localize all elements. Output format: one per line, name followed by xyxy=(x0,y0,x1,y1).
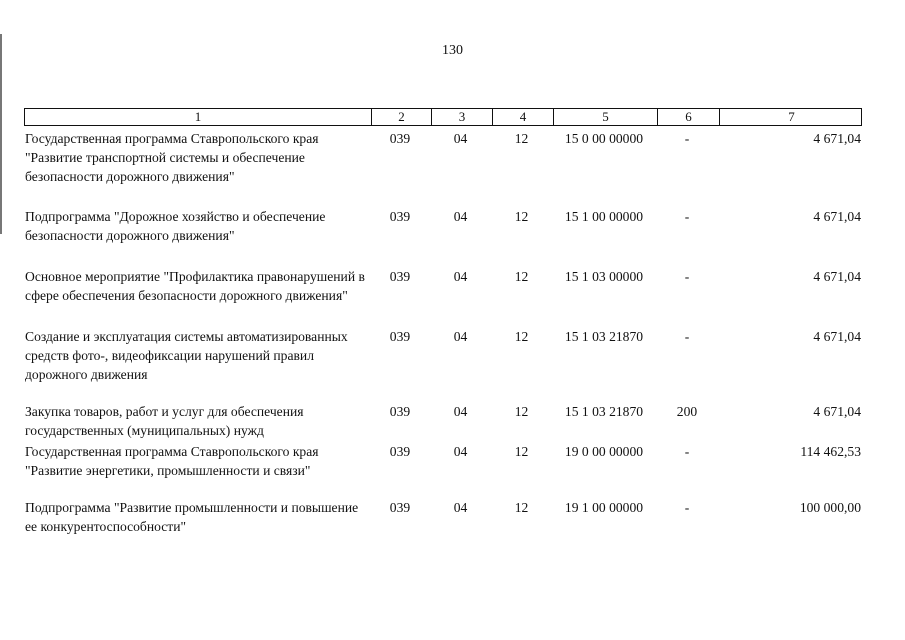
row-col-6: - xyxy=(684,329,690,344)
row-col-6: - xyxy=(684,444,690,459)
row-name: Основное мероприятие "Профилактика правонарушений в сфере обеспечения безопасности дорожного движения" xyxy=(25,269,365,303)
row-col-3: 04 xyxy=(453,329,468,344)
row-col-7: 4 671,04 xyxy=(813,269,861,284)
row-col-4: 12 xyxy=(514,444,529,459)
row-col-5: 15 1 00 00000 xyxy=(564,209,644,224)
table-row xyxy=(24,267,862,305)
row-col-5: 15 1 03 00000 xyxy=(564,269,644,284)
table-row xyxy=(24,402,862,440)
row-col-4: 12 xyxy=(514,329,529,344)
row-col-2: 039 xyxy=(389,404,411,419)
row-col-5: 15 1 03 21870 xyxy=(564,404,644,419)
row-col-3: 04 xyxy=(453,209,468,224)
table-row xyxy=(24,442,862,480)
row-col-3: 04 xyxy=(453,500,468,515)
row-col-2: 039 xyxy=(389,329,411,344)
row-col-5: 19 0 00 00000 xyxy=(564,444,644,459)
row-col-7: 4 671,04 xyxy=(813,404,861,419)
header-col-7: 7 xyxy=(719,109,863,125)
row-col-2: 039 xyxy=(389,444,411,459)
header-col-6: 6 xyxy=(657,109,719,125)
row-col-5: 15 1 03 21870 xyxy=(564,329,644,344)
row-name: Подпрограмма "Развитие промышленности и повышение ее конкурентоспособности" xyxy=(25,500,359,534)
row-col-6: - xyxy=(684,131,690,146)
row-col-6: - xyxy=(684,500,690,515)
row-col-2: 039 xyxy=(389,500,411,515)
header-col-4: 4 xyxy=(492,109,553,125)
row-col-3: 04 xyxy=(453,269,468,284)
row-col-6: - xyxy=(684,209,690,224)
row-col-4: 12 xyxy=(514,269,529,284)
scan-margin-line xyxy=(0,34,2,234)
budget-table xyxy=(24,108,862,534)
row-col-2: 039 xyxy=(389,209,411,224)
table-row xyxy=(24,498,862,536)
row-col-7: 100 000,00 xyxy=(799,500,861,515)
row-col-6: - xyxy=(684,269,690,284)
row-col-3: 04 xyxy=(453,444,468,459)
row-name: Создание и эксплуатация системы автоматизированных средств фото-, видеофиксации нарушений правил дорожного движения xyxy=(25,329,348,382)
row-col-5: 19 1 00 00000 xyxy=(564,500,644,515)
row-col-2: 039 xyxy=(389,269,411,284)
row-col-7: 114 462,53 xyxy=(800,444,861,459)
row-col-7: 4 671,04 xyxy=(813,209,861,224)
row-col-6: 200 xyxy=(676,404,698,419)
row-col-4: 12 xyxy=(514,131,529,146)
row-col-5: 15 0 00 00000 xyxy=(564,131,644,146)
header-col-2: 2 xyxy=(371,109,431,125)
row-col-7: 4 671,04 xyxy=(813,329,861,344)
table-row xyxy=(24,129,862,186)
row-col-4: 12 xyxy=(514,209,529,224)
row-name: Закупка товаров, работ и услуг для обеспечения государственных (муниципальных) нужд xyxy=(25,404,304,438)
row-col-4: 12 xyxy=(514,500,529,515)
row-name: Государственная программа Ставропольского края "Развитие транспортной системы и обеспечение безопасности дорожного движения" xyxy=(25,131,319,184)
row-col-2: 039 xyxy=(389,131,411,146)
row-col-3: 04 xyxy=(453,131,468,146)
table-header-row xyxy=(24,108,862,126)
row-col-7: 4 671,04 xyxy=(813,131,861,146)
table-row xyxy=(24,327,862,384)
row-name: Государственная программа Ставропольского края "Развитие энергетики, промышленности и связи" xyxy=(25,444,319,478)
row-col-4: 12 xyxy=(514,404,529,419)
header-col-1: 1 xyxy=(194,109,202,124)
page-number: 130 xyxy=(442,43,463,58)
header-col-5: 5 xyxy=(553,109,657,125)
row-col-3: 04 xyxy=(453,404,468,419)
row-name: Подпрограмма "Дорожное хозяйство и обеспечение безопасности дорожного движения" xyxy=(25,209,326,243)
header-col-3: 3 xyxy=(431,109,492,125)
table-row xyxy=(24,207,862,245)
